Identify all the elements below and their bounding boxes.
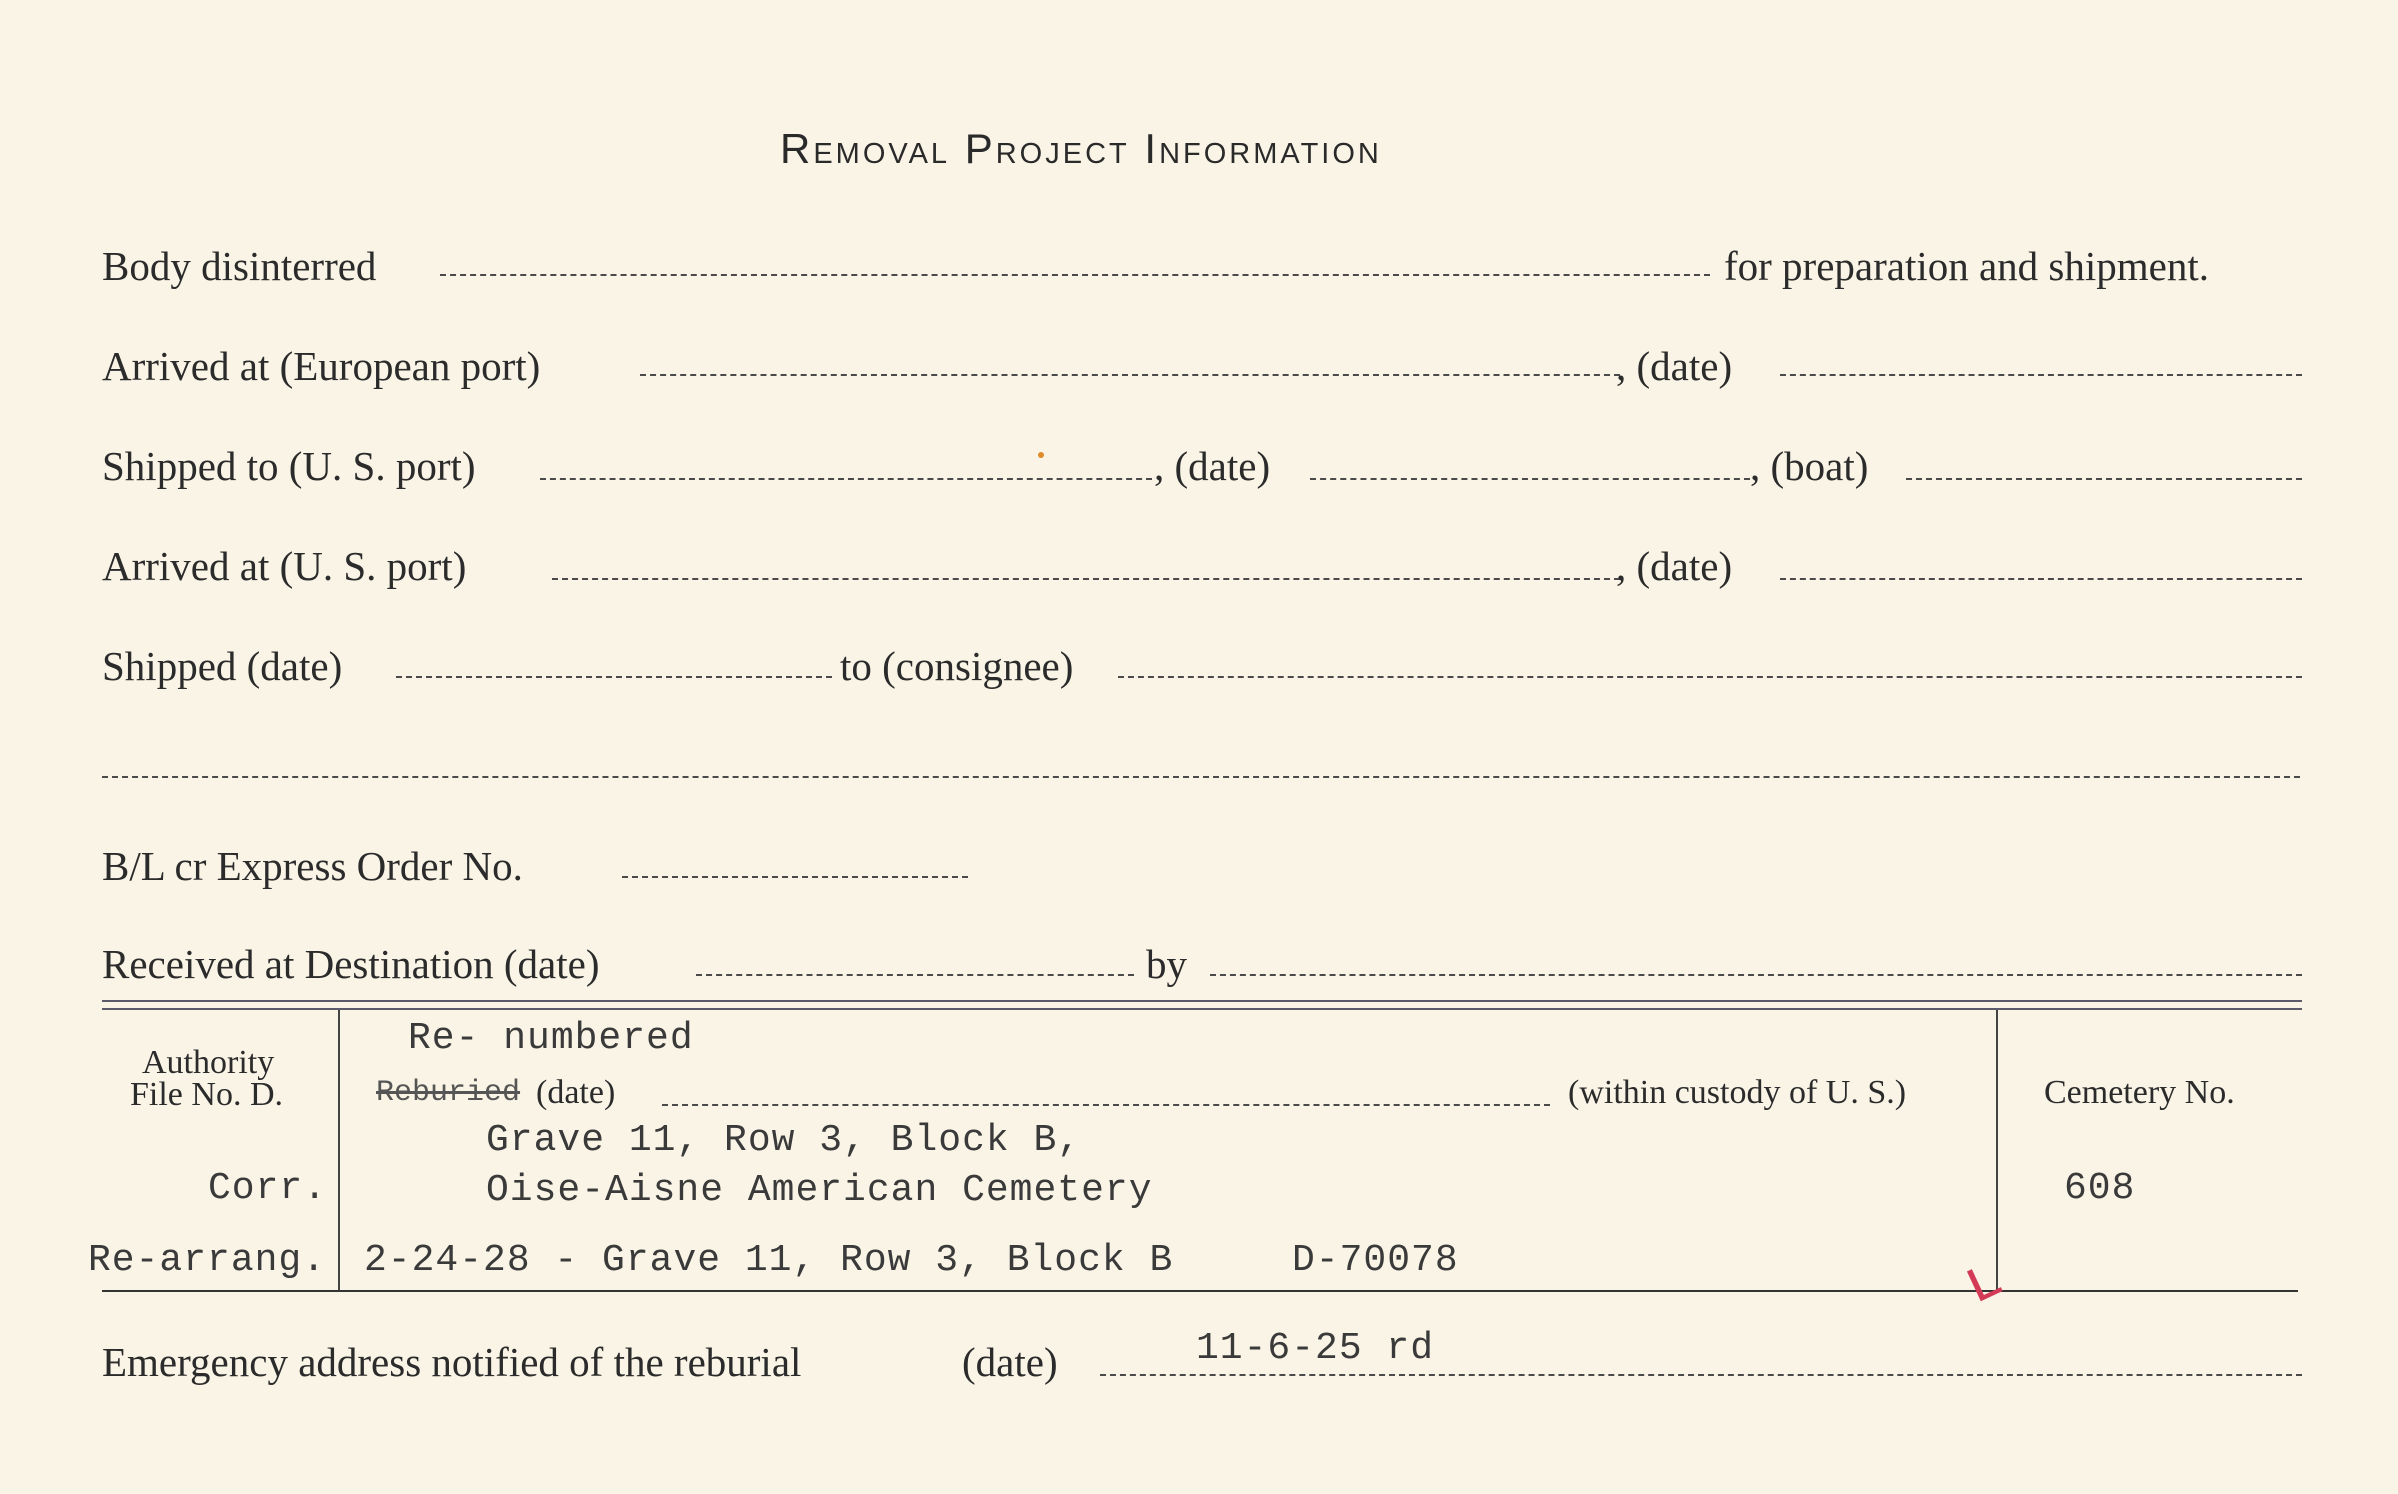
- shipped-date-label: , (date): [1154, 443, 1271, 489]
- table-bottom-rule: [102, 1290, 2298, 1292]
- file-entry: D-70078: [1292, 1239, 1459, 1282]
- shipped-date-row-field[interactable]: [396, 676, 832, 678]
- us-port-field[interactable]: [540, 478, 1152, 480]
- consignee-field[interactable]: [1118, 676, 2302, 678]
- corr-label: Corr.: [208, 1167, 328, 1210]
- emergency-date-label: (date): [962, 1339, 1058, 1385]
- bl-order-field[interactable]: [622, 876, 968, 878]
- arrived-us-label: Arrived at (U. S. port): [102, 543, 467, 589]
- shipped-to-us-label: Shipped to (U. S. port): [102, 443, 476, 489]
- reburied-date-field[interactable]: [662, 1104, 1550, 1106]
- consignee-continuation-field[interactable]: [102, 776, 2300, 778]
- for-prep-label: for preparation and shipment.: [1724, 243, 2210, 289]
- arrived-us-date-field[interactable]: [1780, 578, 2302, 580]
- body-disinterred-field[interactable]: [440, 274, 1710, 276]
- grave-line-1: Grave 11, Row 3, Block B,: [486, 1119, 1082, 1162]
- table-divider-left: [338, 1010, 340, 1292]
- received-dest-label: Received at Destination (date): [102, 941, 600, 987]
- rearrang-label: Re-arrang.: [88, 1239, 327, 1282]
- authority-label: Authority: [142, 1044, 275, 1081]
- arrived-us-date-label: , (date): [1616, 543, 1733, 589]
- emergency-date-value: 11-6-25 rd: [1196, 1327, 1435, 1370]
- table-divider-right: [1996, 1010, 1998, 1292]
- european-port-field[interactable]: [640, 374, 1620, 376]
- table-top-rule-1: [102, 1000, 2302, 1002]
- red-check-mark: ʟ: [1952, 1240, 2010, 1318]
- arrived-european-date-label: , (date): [1616, 343, 1733, 389]
- table-top-rule-2: [102, 1008, 2302, 1010]
- emergency-label: Emergency address notified of the reburial: [102, 1339, 802, 1385]
- by-label: by: [1146, 941, 1187, 987]
- boat-field[interactable]: [1906, 478, 2302, 480]
- to-consignee-label: to (consignee): [840, 643, 1074, 689]
- ink-speck: [1038, 452, 1044, 458]
- reburied-struck-label: Reburied: [376, 1076, 521, 1110]
- body-disinterred-label: Body disinterred: [102, 243, 377, 289]
- shipped-date-row-label: Shipped (date): [102, 643, 343, 689]
- cemetery-number: 608: [2064, 1167, 2136, 1210]
- card-title: Removal Project Information: [780, 125, 1382, 172]
- rearrange-entry: 2-24-28 - Grave 11, Row 3, Block B: [364, 1239, 1174, 1282]
- received-by-field[interactable]: [1210, 974, 2302, 976]
- file-no-label: File No. D.: [130, 1076, 283, 1113]
- bl-order-label: B/L cr Express Order No.: [102, 843, 523, 889]
- arrived-us-port-field[interactable]: [552, 578, 1620, 580]
- arrived-european-label: Arrived at (European port): [102, 343, 541, 389]
- received-date-field[interactable]: [696, 974, 1134, 976]
- grave-line-2: Oise-Aisne American Cemetery: [486, 1169, 1153, 1212]
- boat-label: , (boat): [1750, 443, 1869, 489]
- custody-label: (within custody of U. S.): [1568, 1074, 1907, 1111]
- reburied-date-label: (date): [536, 1074, 616, 1111]
- emergency-date-field[interactable]: [1100, 1374, 2302, 1376]
- renumbered-text: Re- numbered: [408, 1017, 694, 1060]
- european-date-field[interactable]: [1780, 374, 2302, 376]
- cemetery-label: Cemetery No.: [2044, 1074, 2235, 1111]
- shipped-date-field[interactable]: [1310, 478, 1750, 480]
